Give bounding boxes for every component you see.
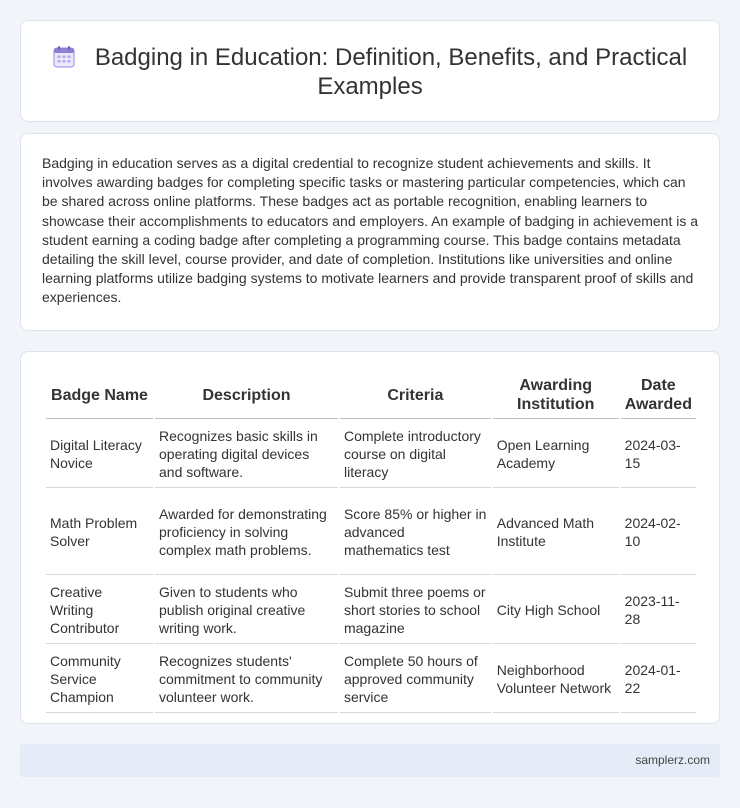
column-header: Date Awarded (621, 374, 696, 419)
criteria-cell: Submit three poems or short stories to school magazine (340, 577, 491, 644)
description-cell: Given to students who publish original creative writing work. (155, 577, 338, 644)
criteria-cell: Score 85% or higher in advanced mathematics test (340, 490, 491, 575)
intro-card (20, 133, 720, 331)
intro-paragraph: Badging in education serves as a digital credential to recognize student achievements and skills. It involves awarding badges for completing specific tasks or mastering particular competencies, which can be shared across online platforms. These badges act as portable recognition, enabling learners to showcase their accomplishments to educators and employers. An example of badging in achievement is a student earning a coding badge after completing a programming course. This badge contains metadata detailing the skill level, course provider, and date of completion. Institutions like universities and online learning platforms utilize badging systems to motivate learners and provide transparent proof of skills and experiences. (42, 155, 699, 306)
table-row (46, 490, 696, 575)
table-card (20, 351, 720, 724)
description-cell: Awarded for demonstrating proficiency in solving complex math problems. (155, 490, 338, 575)
column-header: Description (155, 374, 338, 419)
description-cell: Recognizes students' commitment to community volunteer work. (155, 646, 338, 713)
institution-cell: City High School (493, 577, 619, 644)
column-header: Criteria (340, 374, 491, 419)
date-cell: 2024-01-22 (621, 646, 696, 713)
institution-cell: Open Learning Academy (493, 421, 619, 488)
badges-table (44, 372, 698, 715)
table-row (46, 577, 696, 644)
criteria-cell: Complete introductory course on digital literacy (340, 421, 491, 488)
footer-site-link[interactable]: samplerz.com (635, 753, 710, 767)
institution-cell: Neighborhood Volunteer Network (493, 646, 619, 713)
badge-name-cell: Creative Writing Contributor (46, 577, 153, 644)
footer-bar (20, 744, 720, 777)
table-row (46, 421, 696, 488)
date-cell: 2023-11-28 (621, 577, 696, 644)
badge-name-cell: Digital Literacy Novice (46, 421, 153, 488)
badge-name-cell: Community Service Champion (46, 646, 153, 713)
table-row (46, 646, 696, 713)
date-cell: 2024-02-10 (621, 490, 696, 575)
column-header: Badge Name (46, 374, 153, 419)
header-card (20, 20, 720, 122)
column-header: Awarding Institution (493, 374, 619, 419)
table-header-row (46, 374, 696, 419)
page-title: Badging in Education: Definition, Benefits, and Practical Examples (94, 44, 688, 100)
criteria-cell: Complete 50 hours of approved community service (340, 646, 491, 713)
badge-name-cell: Math Problem Solver (46, 490, 153, 575)
institution-cell: Advanced Math Institute (493, 490, 619, 575)
calendar-icon (53, 46, 75, 68)
page-title-wrap (21, 43, 719, 101)
date-cell: 2024-03-15 (621, 421, 696, 488)
description-cell: Recognizes basic skills in operating digital devices and software. (155, 421, 338, 488)
